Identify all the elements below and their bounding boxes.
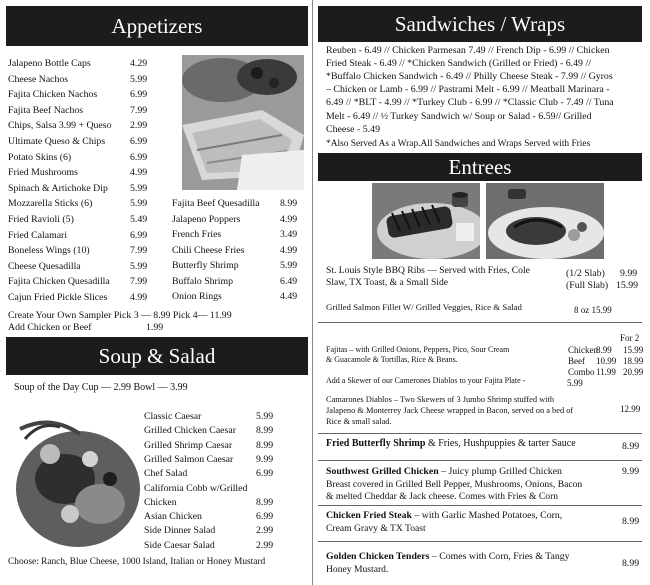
fajita-price: 10.99 [596,356,617,366]
salad-item-name: Chef Salad [144,468,188,480]
soup-of-the-day: Soup of the Day Cup — 2.99 Bowl — 3.99 [14,382,188,393]
fajita-size-label: Combo [568,367,595,377]
ribs-photo [372,183,480,259]
fajitas-skewer-price: 5.99 [567,378,583,388]
appetizer-item-name: Mozzarella Sticks (6) [8,198,93,210]
appetizer-item-name: Fajita Chicken Nachos [8,89,98,101]
salad-item-name: Side Dinner Salad [144,525,216,537]
appetizer-item-price: 4.99 [130,167,148,179]
appetizer-item-price: 4.49 [280,291,298,302]
appetizer-item-price: 5.99 [130,198,148,210]
butterfly-shrimp [326,438,576,449]
fajita-price-for2: 20.99 [623,367,644,377]
camarones-desc-1: Camarones Diablos – Two Skewers of 3 Jumbo Shrimp stuffed with [326,395,555,404]
appetizer-item-name: Fajita Chicken Quesadilla [8,276,110,288]
entrees-header [318,153,642,181]
butterfly-shrimp-desc: & Fries, Hushpuppies & tarter Sauce [425,438,576,449]
sandwich-line: – Chicken or Lamb - 6.99 // Pastrami Melt - 6.99 // Meatball Marinara - [326,84,610,96]
cfs-desc1: – with Garlic Mashed Potatoes, Corn, [412,510,563,521]
divider-line [318,460,642,461]
sandwiches-title: Sandwiches / Wraps [394,12,566,36]
appetizer-item-name: Potato Skins (6) [8,151,72,163]
appetizer-item-name: Fajita Beef Nachos [8,104,84,116]
tenders-price: 8.99 [622,558,640,569]
appetizer-item-price: 4.29 [130,58,148,69]
appetizer-item-price: 5.99 [130,73,148,85]
sandwich-line: *Buffalo Chicken Sandwich - 6.49 // Philly Cheese Steak - 7.99 // Gyros [326,71,613,83]
fajita-size-label: Chicken [568,345,598,355]
appetizer-item-name: Cheese Nachos [8,73,69,85]
appetizer-item-name: Fried Ravioli (5) [8,214,74,225]
sandwich-line: 6.49 // *BLT - 4.99 // *Turkey Club - 6.99 // *Classic Club - 7.49 // Tuna [326,97,614,109]
ribs-full-price: 15.99 [616,280,639,291]
cfs-price: 8.99 [622,516,640,527]
salmon-price: 8 oz 15.99 [574,305,612,315]
cfs-desc2: Cream Gravy & TX Toast [326,523,426,534]
appetizer-item-name: French Fries [172,229,222,240]
dressing-choices: Choose: Ranch, Blue Cheese, 1000 Island, Italian or Honey Mustard [8,557,266,567]
salad-item-price: 2.99 [256,539,274,551]
salad-item-name: Grilled Shrimp Caesar [144,439,233,451]
appetizer-item-name: Chips, Salsa 3.99 + Queso [8,120,112,132]
salad-item-name: California Cobb w/Grilled [144,482,248,494]
divider-line [318,541,642,542]
salad-item-price: 2.99 [256,525,274,537]
southwest-price: 9.99 [622,466,640,477]
appetizer-item-price: 6.99 [130,136,148,147]
ribs-full-label: (Full Slab) [566,280,609,291]
appetizer-item-price: 5.49 [130,214,148,225]
fajita-price-for2: 18.99 [623,356,644,366]
tenders-line1 [326,551,570,562]
ribs-desc-2: Slaw, TX Toast, & a Small Side [326,277,449,288]
add-chicken-beef: Add Chicken or Beef [8,322,92,333]
appetizer-item-price: 3.49 [280,229,298,240]
appetizer-item-name: Cheese Quesadilla [8,260,81,272]
salad-item-price: 8.99 [256,496,274,508]
column-divider [312,0,313,585]
appetizer-item-price: 8.99 [280,198,298,209]
appetizer-item-price: 4.99 [280,213,298,225]
entrees-title: Entrees [448,155,512,179]
southwest-line1 [326,466,562,477]
sandwich-line: Reuben - 6.49 // Chicken Parmesan 7.49 // French Dip - 6.99 // Chicken [326,45,610,56]
appetizer-item-name: Cajun Fried Pickle Slices [8,292,108,303]
salad-item-price: 8.99 [256,425,274,437]
appetizer-item-name: Ultimate Queso & Chips [8,136,106,147]
appetizer-item-price: 6.99 [130,151,148,163]
quesadilla-photo [182,55,304,190]
salad-item-name: Side Caesar Salad [144,539,215,551]
appetizer-item-price: 5.99 [280,260,298,271]
salmon-desc: Grilled Salmon Fillet W/ Grilled Veggies, Rice & Salad [326,302,522,312]
appetizer-item-name: Fried Mushrooms [8,167,78,179]
salad-item-price: 6.99 [256,468,274,480]
appetizer-item-name: Boneless Wings (10) [8,245,90,257]
appetizer-item-price: 6.99 [130,89,148,101]
salad-item-name: Grilled Salmon Caesar [144,453,234,465]
soup-salad-title: Soup & Salad [98,344,216,368]
soup-salad-header [6,337,308,375]
appetizer-item-name: Jalapeno Poppers [172,213,241,225]
appetizer-item-price: 6.99 [130,229,148,241]
southwest-desc2: Breast covered in Grilled Bell Pepper, Mushrooms, Onions, Bacon [326,479,583,490]
divider-line [318,505,642,506]
southwest-desc1: – Juicy plump Grilled Chicken [438,466,562,477]
salad-item-price: 8.99 [256,439,274,451]
appetizer-item-name: Fried Calamari [8,229,68,241]
cfs-line1 [326,510,562,521]
camarones-price: 12.99 [620,404,641,414]
divider-line [318,433,642,434]
fajita-price: 8.99 [596,345,612,355]
appetizer-item-price: 2.99 [130,120,148,132]
fajitas-desc-2: & Guacamole & Tortillas, Rice & Beans. [326,355,458,364]
salad-item-price: 9.99 [256,453,274,465]
salad-item-price: 5.99 [256,411,274,422]
ribs-half-label: (1/2 Slab) [566,268,605,279]
tenders-desc2: Honey Mustard. [326,564,389,575]
appetizer-item-name: Butterfly Shrimp [172,260,239,271]
butterfly-shrimp-price: 8.99 [622,441,640,452]
appetizer-item-price: 7.99 [130,104,148,116]
camarones-desc-2: Jalapeno & Monterrey Jack Cheese wrapped in Bacon, served on a bed of [326,406,574,415]
appetizer-item-price: 4.99 [280,244,298,256]
appetizer-item-price: 5.99 [130,182,148,194]
appetizer-item-price: 7.99 [130,276,148,288]
fajitas-for2: For 2 [620,333,640,343]
appetizer-item-name: Chili Cheese Fries [172,244,245,256]
sampler-line: Create Your Own Sampler Pick 3 — 8.99 Pick 4— 11.99 [8,310,232,321]
appetizer-item-name: Jalapeno Bottle Caps [8,58,91,69]
appetizer-item-name: Onion Rings [172,291,222,302]
salmon-photo [486,183,604,259]
salad-photo [10,409,140,554]
appetizers-title: Appetizers [111,14,203,38]
sandwich-line: Cheese - 5.49 [326,123,381,135]
salad-item-name: Grilled Chicken Caesar [144,425,236,437]
fajita-price-for2: 15.99 [623,345,644,355]
butterfly-shrimp-name: Fried Butterfly Shrimp [326,438,426,449]
ribs-half-price: 9.99 [620,268,638,279]
appetizer-item-name: Buffalo Shrimp [172,275,234,287]
southwest-desc3: & melted Cheddar & Jack cheese. Comes with Fries & Corn [326,491,559,502]
tenders-desc1: – Comes with Corn, Fries & Tangy [429,551,570,562]
fajita-size-label: Beef [568,356,585,366]
tenders-name: Golden Chicken Tenders [326,551,430,562]
appetizer-item-name: Fajita Beef Quesadilla [172,198,260,209]
salad-item-name: Classic Caesar [144,411,202,422]
fajitas-skewer: Add a Skewer of our Camerones Diablos to your Fajita Plate - [326,376,526,385]
salad-item-name: Asian Chicken [144,511,202,523]
divider-line [318,322,642,323]
camarones-desc-3: Rice & small salad. [326,417,392,426]
appetizers-header [6,6,308,46]
add-chicken-beef-price: 1.99 [146,322,164,333]
sandwich-wrap-note: *Also Served As a Wrap.All Sandwiches and Wraps Served with Fries [326,139,591,149]
salad-item-name: Chicken [144,496,177,508]
fajitas-desc-1: Fajitas – with Grilled Onions, Peppers, Pico, Sour Cream [326,345,510,354]
ribs-desc-1: St. Louis Style BBQ Ribs — Served with Fries, Cole [326,265,530,276]
fajita-price: 11.99 [596,367,616,377]
sandwich-line: Melt - 6.49 // ½ Turkey Sandwich w/ Soup or Salad - 6.59// Grilled [326,110,592,122]
appetizer-item-price: 6.49 [280,275,298,287]
appetizer-item-price: 5.99 [130,260,148,272]
sandwich-line: Fried Steak - 6.49 // *Chicken Sandwich (Grilled or Fried) - 6.49 // [326,58,591,70]
appetizer-item-price: 4.99 [130,292,148,303]
cfs-name: Chicken Fried Steak [326,510,412,521]
appetizer-item-price: 7.99 [130,245,148,257]
salad-item-price: 6.99 [256,511,274,523]
appetizer-item-name: Spinach & Artichoke Dip [8,182,108,194]
sandwiches-header [318,6,642,42]
southwest-name: Southwest Grilled Chicken [326,466,439,477]
